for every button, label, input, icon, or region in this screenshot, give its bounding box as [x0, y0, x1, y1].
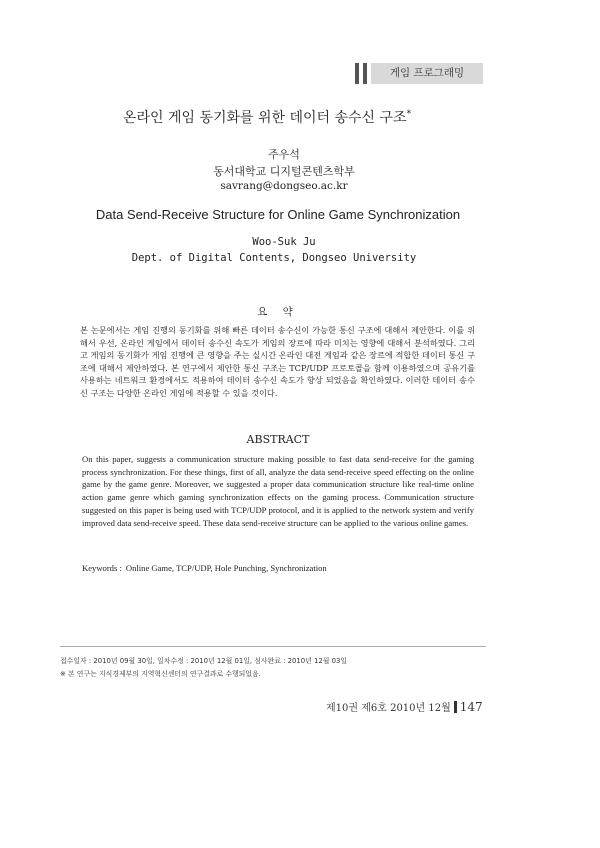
english-title: Data Send-Receive Structure for Online Game Synchronization	[95, 207, 461, 222]
page-footer	[326, 699, 483, 714]
korean-abstract-body: 본 논문에서는 게임 진행의 동기화를 위해 빠른 데이터 송수신이 가능한 통신 구조에 대해서 제안한다. 이를 위해서 우선, 온라인 게임에서 데이터 송수신 속도가 게임의 장르에 따라 미치는 영향에 대해서 분석하였다. 그리고 게임의 동기화가 게임 진행에 큰 영향을 주는 실시간 온라인 대전 게임과 같은 장르에 적합한 데이터 통신 구조에 대해서 제안하였다. 본 연구에서 제안한 통신 구조는 TCP/UDP 프로토콜을 함께 이용하였으며 공유기를 사용하는 네트워크 환경에서도 적용하여 데이터 송수신 속도가 향상 되었음을 확인하였다. 이러한 데이터 송수신 구조는 다양한 온라인 게임에 적용할 수 있을 것이다.	[80, 325, 475, 398]
page-number: 147	[459, 700, 483, 714]
keywords-text: Online Game, TCP/UDP, Hole Punching, Synchronization	[125, 563, 327, 573]
category-marker	[363, 63, 367, 84]
category-label: 게임 프로그래밍	[371, 63, 483, 84]
korean-title	[0, 107, 534, 127]
author-email: savrang@dongseo.ac.kr	[220, 180, 348, 192]
category-marker	[355, 63, 359, 84]
english-abstract-body: On this paper, suggests a communication structure making possible to fast data send-receive for the gaming process synchronization. For these things, first of all, analyze the data send-receive speed effecting on the online game by the game genre. Moreover, we suggested a proper data communication structure like real-time online action game genre which gaming synchronization effects on the gaming process. Communication structure suggested on this paper is being used with TCP/UDP protocol, and it is applied to the network system and verify improved data send-receive speed. These data send-receive structure can be applied to the various online games.	[82, 454, 474, 528]
korean-author-affiliation: 동서대학교 디지털콘텐츠학부	[213, 165, 355, 178]
keywords-label: Keywords :	[82, 563, 122, 573]
title-footnote-mark: *	[406, 109, 412, 120]
korean-title-text: 온라인 게임 동기화를 위한 데이터 송수신 구조	[122, 110, 407, 126]
footer-separator	[454, 701, 457, 713]
keywords	[82, 563, 482, 573]
english-abstract-heading: ABSTRACT	[246, 433, 310, 446]
english-author-affiliation: Dept. of Digital Contents, Dongseo University	[131, 252, 417, 264]
journal-volume: 제10권 제6호 2010년 12월	[326, 703, 451, 714]
footnote-divider	[60, 646, 486, 647]
category-header	[355, 63, 483, 84]
korean-author-name: 주우석	[268, 148, 300, 161]
korean-abstract-heading: 요 약	[257, 306, 299, 318]
footnote-funding: ※ 본 연구는 지식경제부의 지역혁신센터의 연구결과로 수행되었음.	[60, 670, 261, 678]
footnote-dates: 접수일자 : 2010년 09월 30일, 일차수정 : 2010년 12월 01일, 심사완료 : 2010년 12월 03일	[60, 657, 348, 665]
english-author-name: Woo-Suk Ju	[252, 236, 316, 248]
